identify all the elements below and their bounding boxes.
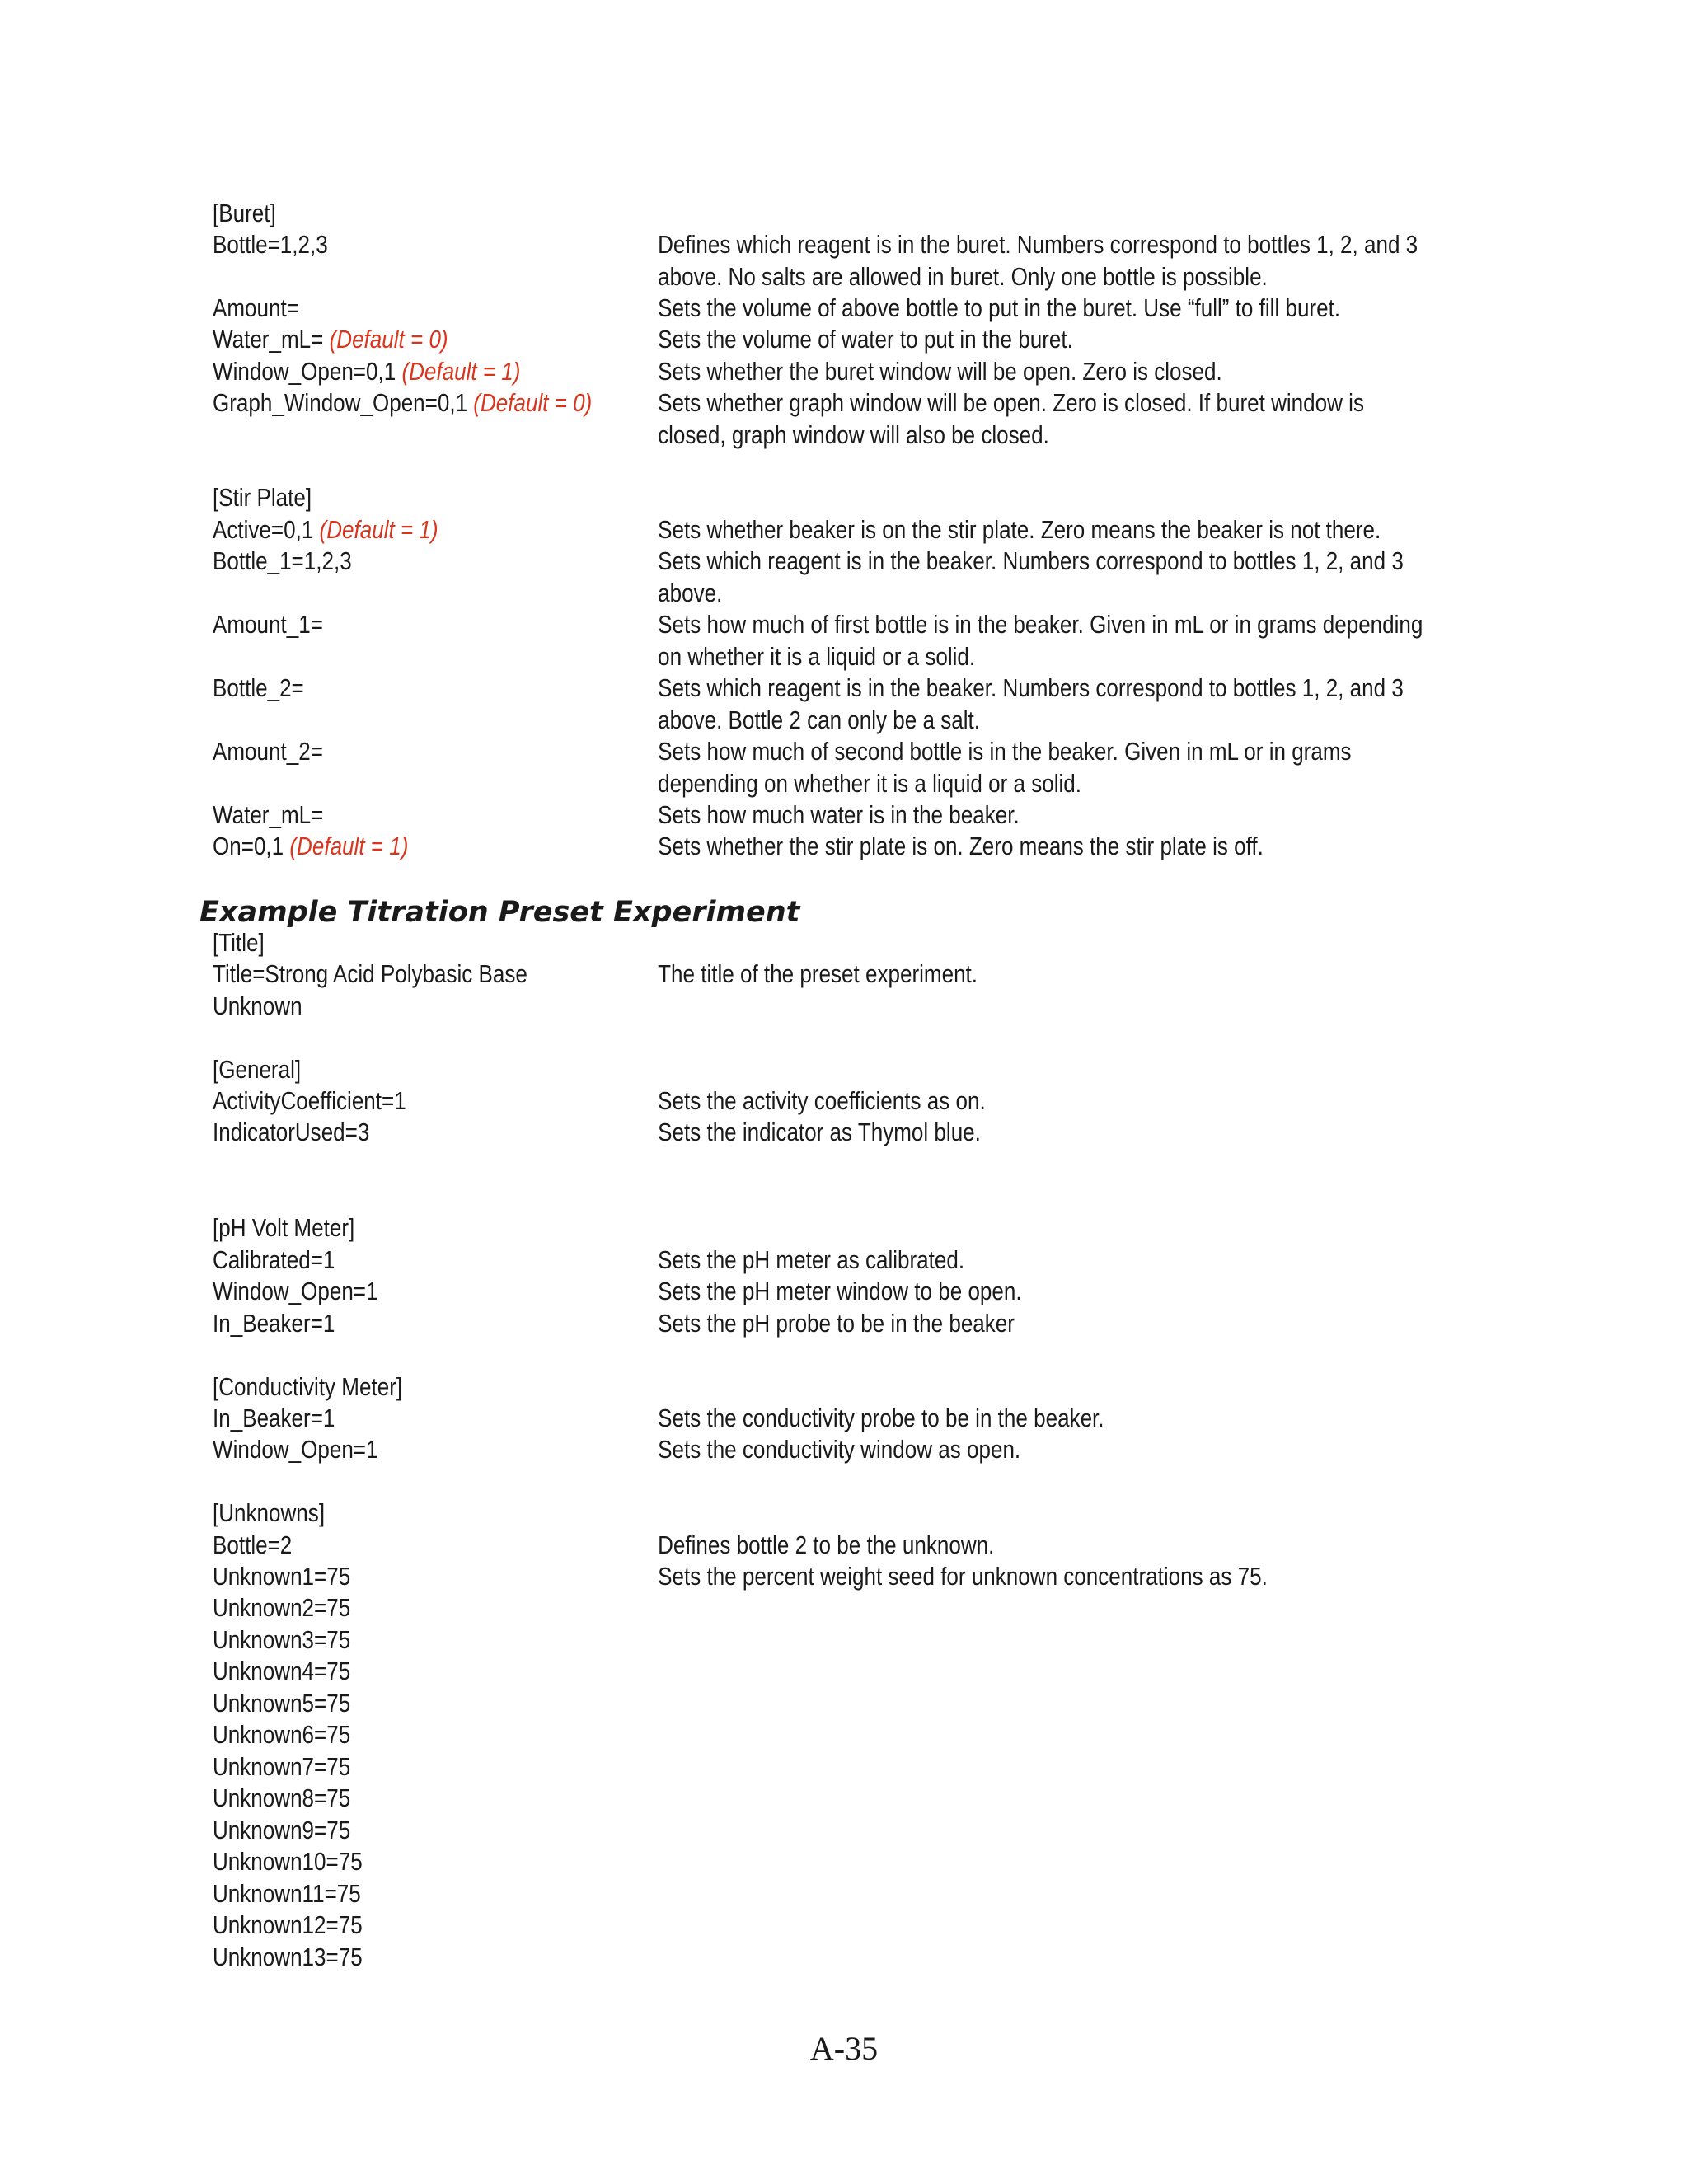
description-line: Sets whether beaker is on the stir plate. Zero means the beaker is not there.: [658, 515, 1381, 544]
description-line: Sets whether graph window will be open. Zero is closed. If buret window is: [658, 388, 1364, 417]
unknown-entry: Unknown10=75: [213, 1847, 363, 1876]
description-line: Sets which reagent is in the beaker. Numbers correspond to bottles 1, 2, and 3: [658, 546, 1404, 575]
setting-description: Sets the pH meter as calibrated.: [658, 1245, 965, 1274]
setting-description: [658, 831, 1399, 863]
setting-description: [658, 387, 1399, 451]
setting-description: [658, 958, 1399, 991]
setting-description: [658, 673, 1404, 736]
setting-key: Unknown1=75: [213, 1562, 351, 1591]
unknown-keys: [213, 1592, 363, 1973]
section-header-text: [General]: [213, 1055, 302, 1084]
section-header-text: [Unknowns]: [213, 1498, 326, 1527]
setting-key: Amount_2=: [213, 737, 323, 766]
setting-key: In_Beaker=1: [213, 1309, 335, 1338]
setting-key: In_Beaker=1: [213, 1404, 335, 1432]
setting-description: [658, 324, 1399, 356]
setting-description: [658, 546, 1404, 609]
unknown-entry: Unknown9=75: [213, 1815, 351, 1844]
default-note: (Default = 0): [329, 325, 448, 354]
section-header-text: [Stir Plate]: [213, 483, 312, 512]
setting-description: Sets the indicator as Thymol blue.: [658, 1118, 981, 1146]
setting-description: [658, 293, 1399, 325]
default-note: (Default = 0): [473, 388, 593, 417]
section-header-text: [pH Volt Meter]: [213, 1213, 355, 1242]
setting-key: [213, 387, 592, 419]
description-line: above. No salts are allowed in buret. Only one bottle is possible.: [658, 261, 1268, 291]
unknown-entry: Unknown6=75: [213, 1720, 351, 1749]
key-line: Title=Strong Acid Polybasic Base: [213, 959, 528, 988]
description-line: Sets whether the stir plate is on. Zero means the stir plate is off.: [658, 832, 1264, 860]
description-line: Sets how much of first bottle is in the beaker. Given in mL or in grams depending: [658, 610, 1423, 639]
setting-description: Sets the pH meter window to be open.: [658, 1277, 1022, 1305]
setting-description: [658, 356, 1399, 388]
unknown-entry: Unknown12=75: [213, 1910, 363, 1939]
description-line: closed, graph window will also be closed.: [658, 419, 1049, 449]
setting-key: Window_Open=1: [213, 1435, 378, 1464]
description-line: above. Bottle 2 can only be a salt.: [658, 705, 980, 734]
unknown-entry: Unknown2=75: [213, 1593, 351, 1622]
unknown-entry: Unknown13=75: [213, 1942, 363, 1971]
setting-description: [658, 609, 1423, 673]
setting-description: Sets the activity coefficients as on.: [658, 1086, 986, 1115]
unknown-entry: Unknown5=75: [213, 1688, 351, 1718]
description-line: on whether it is a liquid or a solid.: [658, 641, 976, 671]
setting-description: Sets the conductivity probe to be in the beaker.: [658, 1404, 1104, 1432]
section-header-text: [Conductivity Meter]: [213, 1372, 403, 1401]
setting-key: [213, 324, 448, 356]
key-text: Active=0,1: [213, 515, 320, 544]
description-line: The title of the preset experiment.: [658, 959, 978, 988]
setting-key: Amount_1=: [213, 610, 323, 639]
setting-description: [658, 799, 1399, 832]
unknown-entry: Unknown8=75: [213, 1783, 351, 1812]
unknown-entry: Unknown7=75: [213, 1751, 351, 1781]
description-line: Sets how much water is in the beaker.: [658, 800, 1020, 829]
section-header-text: [Buret]: [213, 199, 276, 227]
key-text: Window_Open=0,1: [213, 357, 402, 386]
unknown-entry: Unknown4=75: [213, 1657, 351, 1685]
setting-key: Bottle_1=1,2,3: [213, 546, 352, 575]
default-note: (Default = 1): [401, 357, 521, 386]
setting-key: [213, 958, 528, 1022]
description-line: Sets how much of second bottle is in the beaker. Given in mL or in grams: [658, 737, 1352, 766]
unknown-entry: Unknown11=75: [213, 1878, 361, 1908]
setting-key: [213, 356, 520, 388]
setting-key: Bottle=1,2,3: [213, 230, 328, 259]
setting-key: Bottle=2: [213, 1530, 293, 1559]
unknown-entry: Unknown3=75: [213, 1624, 351, 1654]
section-header-text: [Title]: [213, 928, 265, 957]
description-line: Sets the volume of water to put in the buret.: [658, 325, 1073, 354]
setting-description: Sets the percent weight seed for unknown concentrations as 75.: [658, 1562, 1268, 1591]
key-text: Water_mL=: [213, 325, 330, 354]
description-line: above.: [658, 578, 723, 607]
setting-key: Bottle_2=: [213, 673, 304, 702]
setting-description: [658, 736, 1399, 799]
setting-key: [213, 514, 438, 546]
description-line: Defines which reagent is in the buret. Numbers correspond to bottles 1, 2, and 3: [658, 230, 1418, 259]
key-text: Graph_Window_Open=0,1: [213, 388, 474, 417]
setting-key: [213, 831, 408, 863]
key-line: Unknown: [213, 991, 302, 1020]
setting-key: Amount=: [213, 293, 299, 322]
description-line: Sets the volume of above bottle to put in the buret. Use “full” to fill buret.: [658, 293, 1341, 322]
setting-key: Window_Open=1: [213, 1277, 378, 1305]
setting-description: Defines bottle 2 to be the unknown.: [658, 1530, 995, 1559]
setting-description: [658, 229, 1418, 293]
description-line: Sets whether the buret window will be open. Zero is closed.: [658, 357, 1222, 386]
setting-description: Sets the conductivity window as open.: [658, 1435, 1021, 1464]
example-heading: Example Titration Preset Experiment: [199, 896, 800, 929]
setting-description: [658, 514, 1399, 546]
setting-key: Water_mL=: [213, 800, 324, 829]
setting-key: IndicatorUsed=3: [213, 1118, 370, 1146]
description-line: depending on whether it is a liquid or a solid.: [658, 768, 1082, 798]
default-note: (Default = 1): [289, 832, 409, 860]
setting-key: ActivityCoefficient=1: [213, 1086, 406, 1115]
description-line: Sets which reagent is in the beaker. Numbers correspond to bottles 1, 2, and 3: [658, 673, 1404, 702]
setting-description: Sets the pH probe to be in the beaker: [658, 1309, 1015, 1338]
default-note: (Default = 1): [319, 515, 438, 544]
page-number: A-35: [809, 2030, 879, 2067]
key-text: On=0,1: [213, 832, 290, 860]
setting-key: Calibrated=1: [213, 1245, 335, 1274]
